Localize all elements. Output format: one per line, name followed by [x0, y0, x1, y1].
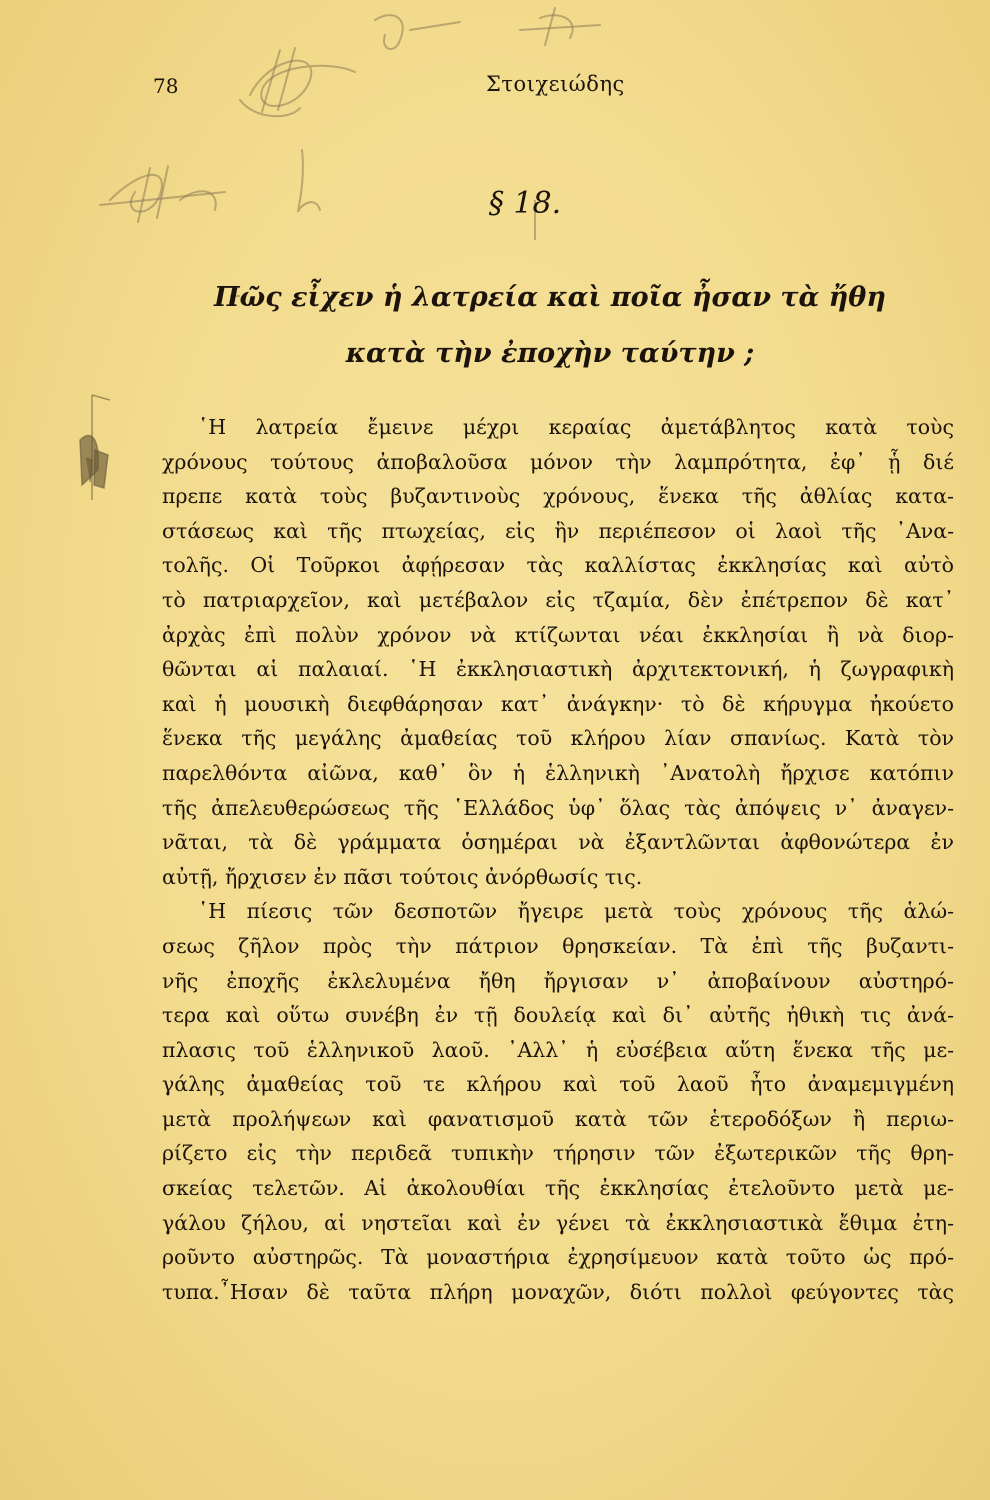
text-line: ῾Η πίεσις τῶν δεσποτῶν ἤγειρε μετὰ τοὺς χρόνους τῆς ἁλώ- — [198, 899, 954, 924]
text-line: ἕνεκα τῆς μεγάλης ἀμαθείας τοῦ κλήρου λίαν σπανίως. Κατὰ τὸν — [162, 726, 954, 751]
text-line: ῾Η λατρεία ἔμεινε μέχρι κεραίας ἀμετάβλητος κατὰ τοὺς — [198, 415, 954, 439]
section-heading — [150, 270, 950, 382]
paragraph — [162, 410, 954, 894]
page-header — [0, 70, 990, 110]
text-line: καὶ ἡ μουσικὴ διεφθάρησαν κατ᾽ ἀνάγκην· τὸ δὲ κήρυγμα ἠκούετο — [162, 691, 954, 716]
text-line: αὐτῇ, ἤρχισεν ἐν πᾶσι τούτοις ἀνόρθωσίς τις. — [162, 864, 643, 889]
text-line: τὸ πατριαρχεῖον, καὶ μετέβαλον εἰς τζαμία, δὲν ἐπέτρεπον δὲ κατ᾽ — [162, 587, 954, 612]
text-line: σκείας τελετῶν. Αἱ ἀκολουθίαι τῆς ἐκκλησίας ἐτελοῦντο μετὰ με- — [162, 1176, 954, 1201]
heading-line: κατὰ τὴν ἐποχὴν ταύτην ; — [345, 338, 755, 369]
text-line: νᾶται, τὰ δὲ γράμματα ὁσημέραι νὰ ἐξαντλῶνται ἀφθονώτερα ἐν — [162, 830, 954, 855]
text-line: χρόνους τούτους ἀποβαλοῦσα μόνον τὴν λαμπρότητα, ἐφ᾽ ᾗ διέ — [162, 449, 954, 474]
text-line: ροῦντο αὐστηρῶς. Τὰ μοναστήρια ἐχρησίμευον κατὰ τοῦτο ὡς πρό- — [162, 1245, 954, 1270]
page-number: 78 — [153, 74, 179, 98]
text-line: τυπα.῏Ησαν δὲ ταῦτα πλήρη μοναχῶν, διότι πολλοὶ φεύγοντες τὰς — [162, 1279, 954, 1304]
paragraph — [162, 894, 954, 1309]
text-line: πρεπε κατὰ τοὺς βυζαντινοὺς χρόνους, ἕνεκα τῆς ἀθλίας κατα- — [162, 484, 954, 509]
text-line: τῆς ἀπελευθερώσεως τῆς ῾Ελλάδος ὑφ᾽ ὅλας τὰς ἀπόψεις ν᾽ ἀναγεν- — [162, 795, 954, 820]
text-line: μετὰ προλήψεων καὶ φανατισμοῦ κατὰ τῶν ἑτεροδόξων ἢ περιω- — [162, 1106, 954, 1131]
text-line: τολῆς. Οἱ Τοῦρκοι ἀφῄρεσαν τὰς καλλίστας ἐκκλησίας καὶ αὐτὸ — [162, 553, 954, 578]
heading-line: Πῶς εἶχεν ἡ λατρεία καὶ ποῖα ἦσαν τὰ ἤθη — [214, 282, 886, 313]
text-line: στάσεως καὶ τῆς πτωχείας, εἰς ἣν περιέπεσον οἱ λαοὶ τῆς ᾿Ανα- — [162, 518, 954, 543]
text-line: παρελθόντα αἰῶνα, καθ᾽ ὃν ἡ ἑλληνικὴ ᾿Ανατολὴ ἤρχισε κατόπιν — [162, 760, 954, 785]
section-number: § 18. — [488, 186, 562, 221]
running-head: Στοιχειώδης — [486, 72, 625, 96]
text-line: πλασις τοῦ ἑλληνικοῦ λαοῦ. ᾿Αλλ᾽ ἡ εὐσέβεια αὕτη ἕνεκα τῆς με- — [162, 1037, 954, 1062]
text-line: νῆς ἐποχῆς ἐκλελυμένα ἤθη ἤργισαν ν᾽ ἀποβαίνουν αὐστηρό- — [162, 968, 954, 993]
text-line: τερα καὶ οὕτω συνέβη ἐν τῇ δουλείᾳ καὶ δι᾽ αὐτῆς ἠθικὴ τις ἀνά- — [162, 1003, 954, 1028]
text-line: θῶνται αἱ παλαιαί. ῾Η ἐκκλησιαστικὴ ἀρχιτεκτονική, ἡ ζωγραφικὴ — [162, 657, 954, 682]
text-line: ρίζετο εἰς τὴν περιδεᾶ τυπικὴν τήρησιν τῶν ἐξωτερικῶν τῆς θρη- — [162, 1141, 954, 1166]
margin-mark — [80, 395, 110, 500]
text-line: γάλου ζήλου, αἱ νηστεῖαι καὶ ἐν γένει τὰ ἐκκλησιαστικὰ ἔθιμα ἐτη- — [162, 1210, 954, 1235]
text-line: σεως ζῆλον πρὸς τὴν πάτριον θρησκείαν. Τὰ ἐπὶ τῆς βυζαντι- — [162, 933, 954, 958]
body-text — [162, 410, 954, 1309]
text-line: ἀρχὰς ἐπὶ πολὺν χρόνον νὰ κτίζωνται νέαι ἐκκλησίαι ἢ νὰ διορ- — [162, 622, 954, 647]
text-line: γάλης ἀμαθείας τοῦ τε κλήρου καὶ τοῦ λαοῦ ἦτο ἀναμεμιγμένη — [162, 1072, 954, 1097]
